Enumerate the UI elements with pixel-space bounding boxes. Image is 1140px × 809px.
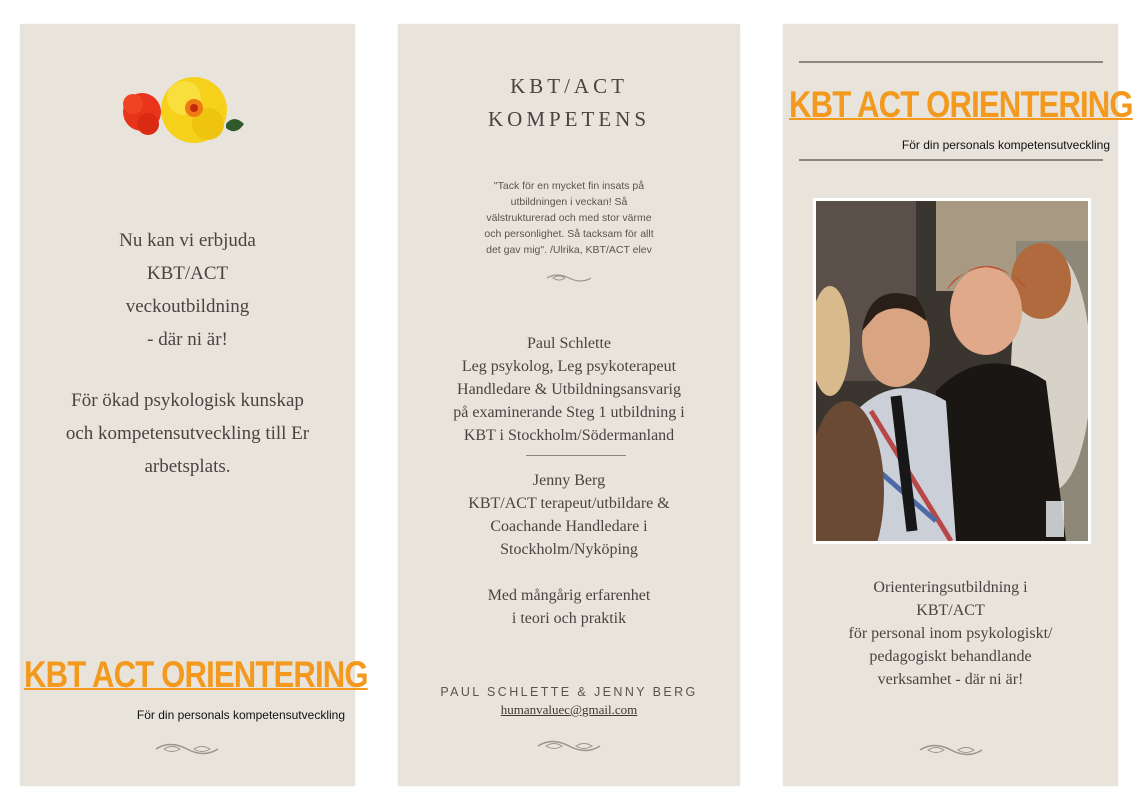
- benefit-text: [20, 384, 355, 483]
- experience-text: [398, 584, 740, 630]
- person-paul: [398, 332, 740, 447]
- person-jenny: [398, 469, 740, 561]
- quote-line: välstrukturerad och med stor värme: [486, 212, 652, 224]
- bottom-rule: [799, 159, 1103, 161]
- quote-line: utbildningen i veckan! Så: [510, 196, 628, 208]
- person-line: Stockholm/Nyköping: [500, 541, 638, 558]
- brand-subtitle: För din personals kompetensutveckling: [136, 708, 345, 722]
- intro-line: - där ni är!: [147, 329, 228, 350]
- flourish-ornament-icon: [534, 735, 604, 757]
- person-line: Jenny Berg: [532, 472, 606, 489]
- person-line: KBT/ACT terapeut/utbildare &: [468, 495, 670, 512]
- top-rule: [799, 61, 1103, 63]
- testimonial-quote: [398, 178, 740, 258]
- quote-line: det gav mig". /Ulrika, KBT/ACT elev: [486, 244, 652, 256]
- quote-line: och personlighet. Så tacksam för allt: [484, 228, 654, 240]
- brand-title: KBT ACT ORIENTERING: [24, 654, 368, 695]
- section-heading: [398, 70, 740, 136]
- brand-title: KBT ACT ORIENTERING: [789, 84, 1133, 125]
- person-line: Handledare & Utbildningsansvarig: [457, 381, 681, 398]
- flourish-ornament-icon: [916, 739, 986, 761]
- person-line: Leg psykolog, Leg psykoterapeut: [461, 358, 677, 375]
- flourish-ornament-icon: [152, 738, 222, 760]
- benefit-line: och kompetensutveckling till Er: [65, 423, 310, 444]
- flourish-ornament-icon: [544, 270, 594, 286]
- intro-text: [20, 224, 355, 356]
- quote-line: "Tack för en mycket fin insats på: [493, 180, 645, 192]
- person-line: Coachande Handledare i: [490, 518, 648, 535]
- hibiscus-flower-icon: [118, 76, 258, 148]
- email-link[interactable]: humanvaluec@gmail.com: [500, 702, 638, 717]
- course-description: [783, 576, 1118, 691]
- benefit-line: För ökad psykologisk kunskap: [71, 390, 304, 411]
- description-line: pedagogiskt behandlande: [869, 648, 1032, 665]
- author-names: PAUL SCHLETTE & JENNY BERG: [440, 685, 698, 699]
- left-panel: [20, 24, 368, 786]
- experience-line: i teori och praktik: [511, 610, 627, 627]
- description-line: verksamhet - där ni är!: [877, 671, 1024, 688]
- person-line: Paul Schlette: [527, 335, 611, 352]
- person-line: på examinerande Steg 1 utbildning i: [453, 404, 685, 421]
- heading-line: KBT/ACT: [510, 74, 628, 98]
- description-line: för personal inom psykologiskt/: [848, 625, 1053, 642]
- heading-line: KOMPETENS: [487, 107, 650, 131]
- intro-line: Nu kan vi erbjuda: [119, 230, 256, 251]
- middle-panel: [398, 24, 740, 786]
- benefit-line: arbetsplats.: [144, 456, 231, 477]
- experience-line: Med mångårig erfarenhet: [487, 587, 651, 604]
- person-line: KBT i Stockholm/Södermanland: [463, 427, 675, 444]
- divider: [526, 455, 626, 456]
- description-line: Orienteringsutbildning i: [873, 579, 1028, 596]
- right-panel: [783, 24, 1133, 786]
- description-line: KBT/ACT: [916, 602, 985, 619]
- intro-line: KBT/ACT: [146, 263, 229, 284]
- intro-line: veckoutbildning: [125, 296, 250, 317]
- team-meeting-photo: [813, 198, 1091, 544]
- brand-subtitle: För din personals kompetensutveckling: [901, 138, 1110, 152]
